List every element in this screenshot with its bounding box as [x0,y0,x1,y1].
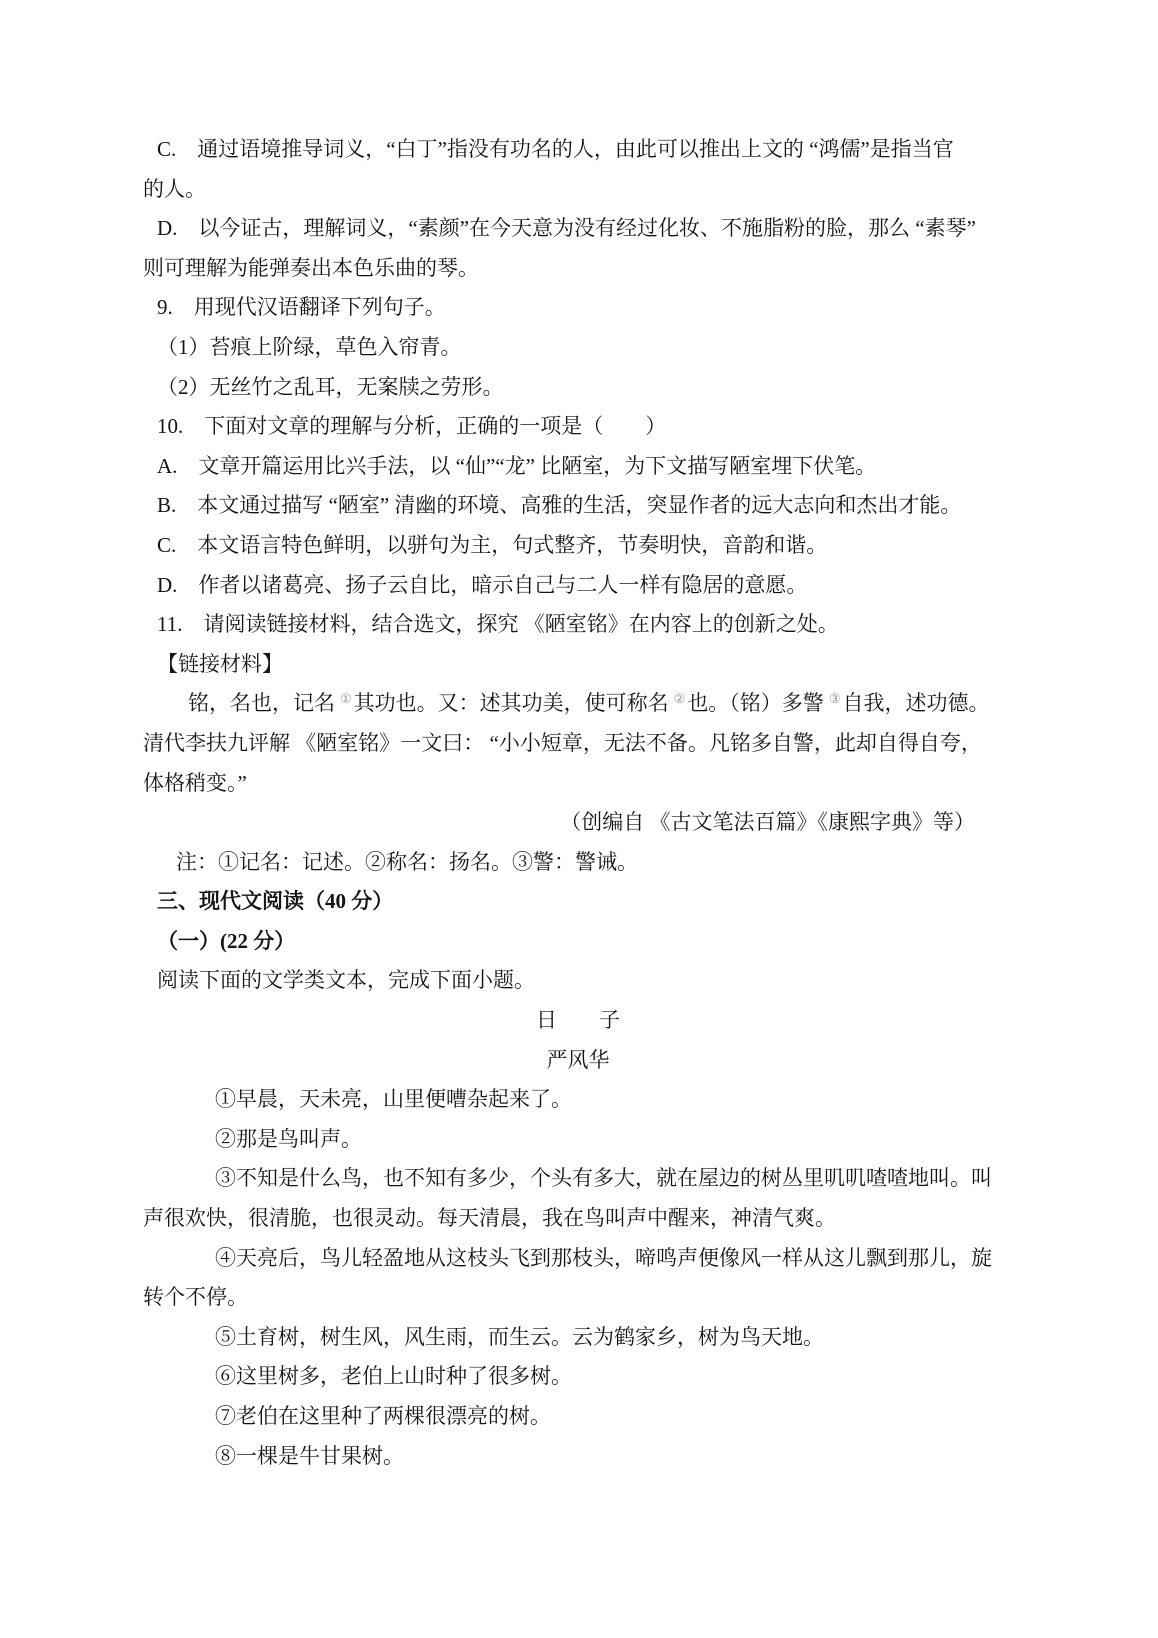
footnotes: 注：①记名：记述。②称名：扬名。③警：警诫。 [176,849,638,874]
linked-material-comment-line1: 清代李扶九评解 《陋室铭》一文曰： “小小短章，无法不备。凡铭多自警，此却自得自夸， [143,730,982,755]
part-one-heading: （一）(22 分） [157,928,296,953]
material-text-3: 也。（铭）多警 [687,691,824,716]
note-ref-2: ② [673,691,686,707]
reading-para-4-line1: ④天亮后，鸟儿轻盈地从这枝头飞到那枝头，啼鸣声便像风一样从这儿飘到那儿，旋 [215,1245,992,1270]
reading-para-3-line1: ③不知是什么鸟，也不知有多少，个头有多大，就在屋边的树丛里叽叽喳喳地叫。叫 [215,1166,992,1191]
reading-para-4-line2: 转个不停。 [143,1285,248,1310]
reading-para-5: ⑤土育树，树生风，风生雨，而生云。云为鹤家乡，树为鸟天地。 [215,1324,824,1349]
linked-material-header: 【链接材料】 [157,651,283,676]
q9-sentence-2: （2）无丝竹之乱耳，无案牍之劳形。 [157,374,504,399]
section-three-heading: 三、现代文阅读（40 分） [157,889,394,914]
q10-option-c: C. 本文语言特色鲜明，以骈句为主，句式整齐，节奏明快，音韵和谐。 [157,532,828,557]
reading-author: 严风华 [546,1047,610,1072]
q10-option-b: B. 本文通过描写 “陋室” 清幽的环境、高雅的生活，突显作者的远大志向和杰出才能。 [157,493,962,518]
q8-option-d-line2: 则可理解为能弹奏出本色乐曲的琴。 [143,255,479,280]
reading-para-6: ⑥这里树多，老伯上山时种了很多树。 [215,1364,572,1389]
material-text-2: 其功也。又：述其功美，使可称名 [353,691,669,716]
source-attribution: （创编自 《古文笔法百篇》《康熙字典》等） [560,810,975,835]
reading-para-7: ⑦老伯在这里种了两棵很漂亮的树。 [215,1404,551,1428]
q8-option-c-line2: 的人。 [143,176,206,201]
reading-para-2: ②那是鸟叫声。 [215,1126,362,1151]
reading-title: 日 子 [536,1008,620,1033]
note-ref-3: ③ [828,691,841,707]
q10-option-a: A. 文章开篇运用比兴手法，以 “仙”“龙” 比陋室，为下文描写陋室埋下伏笔。 [157,453,877,478]
note-ref-1: ① [340,691,352,707]
reading-instruction: 阅读下面的文学类文本，完成下面小题。 [157,968,535,993]
linked-material-comment-line2: 体格稍变。” [143,770,247,795]
q8-option-c-line1: C. 通过语境推导词义，“白丁”指没有功名的人，由此可以推出上文的 “鸿儒”是指当官 [157,137,954,161]
q11-stem: 11. 请阅读链接材料，结合选文，探究 《陋室铭》在内容上的创新之处。 [157,612,839,637]
reading-para-8: ⑧一棵是牛甘果树。 [215,1443,404,1468]
q10-stem: 10. 下面对文章的理解与分析，正确的一项是（ ） [157,414,667,439]
material-text-4: 自我，述功德。 [842,691,990,716]
reading-para-3-line2: 声很欢快，很清脆，也很灵动。每天清晨，我在鸟叫声中醒来，神清气爽。 [143,1206,836,1231]
material-text-1: 铭，名也，记名 [188,691,335,716]
linked-material-definition [143,684,1013,724]
q10-option-d: D. 作者以诸葛亮、扬子云自比，暗示自己与二人一样有隐居的意愿。 [157,572,808,597]
q9-sentence-1: （1）苔痕上阶绿，草色入帘青。 [157,334,462,359]
q9-stem: 9. 用现代汉语翻译下列句子。 [157,295,446,320]
reading-para-1: ①早晨，天未亮，山里便嘈杂起来了。 [215,1087,572,1112]
q8-option-d-line1: D. 以今证古，理解词义，“素颜”在今天意为没有经过化妆、不施脂粉的脸，那么 “素琴” [157,216,976,241]
